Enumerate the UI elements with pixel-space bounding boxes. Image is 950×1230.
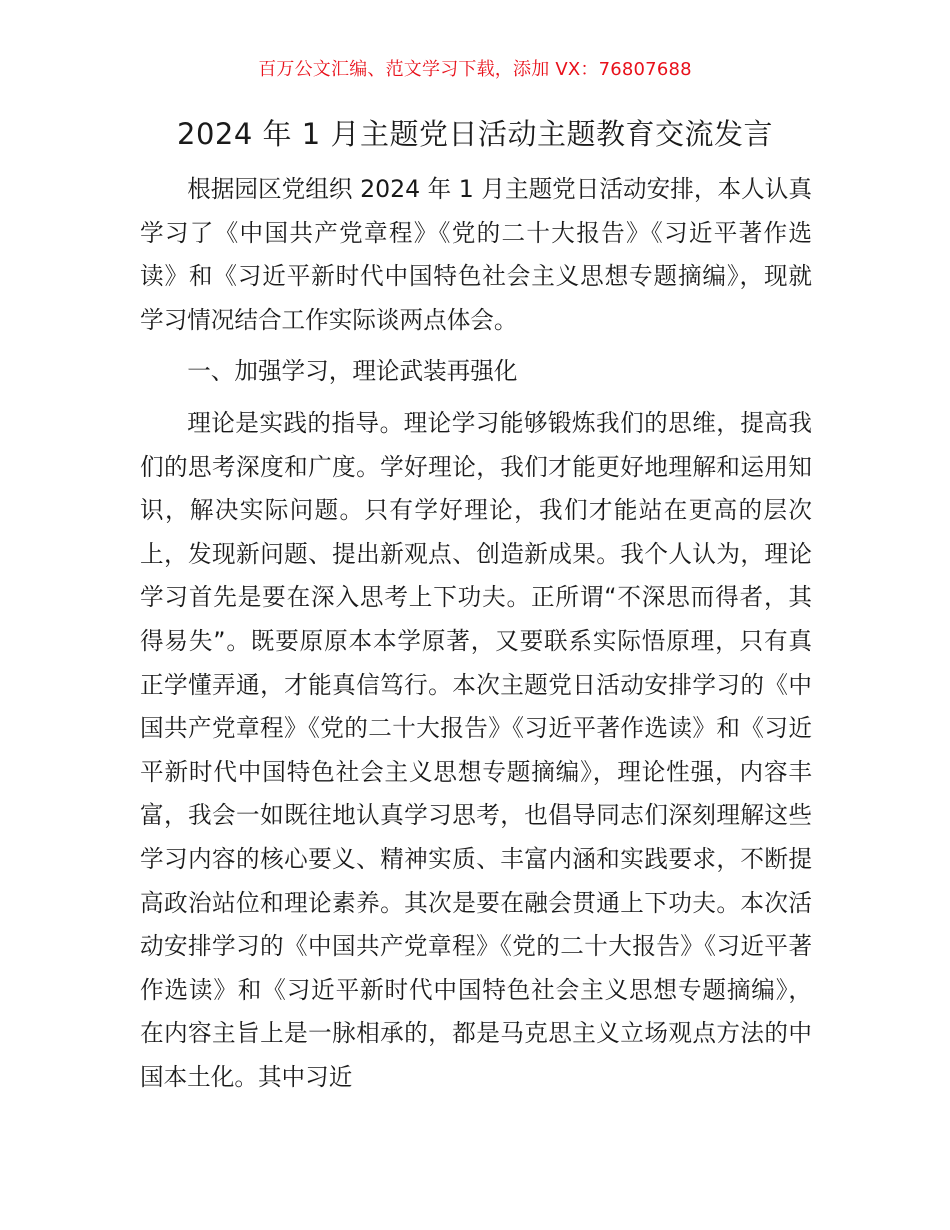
document-body bbox=[140, 168, 812, 1099]
section-1-paragraph: 理论是实践的指导。理论学习能够锻炼我们的思维，提高我们的思考深度和广度。学好理论，我们才能更好地理解和运用知识，解决实际问题。只有学好理论，我们才能站在更高的层次上，发现新问题、提出新观点、创造新成果。我个人认为，理论学习首先是要在深入思考上下功夫。正所谓“不深思而得者，其得易失”。既要原原本本学原著，又要联系实际悟原理，只有真正学懂弄通，才能真信笃行。本次主题党日活动安排学习的《中国共产党章程》《党的二十大报告》《习近平著作选读》和《习近平新时代中国特色社会主义思想专题摘编》，理论性强，内容丰富，我会一如既往地认真学习思考，也倡导同志们深刻理解这些学习内容的核心要义、精神实质、丰富内涵和实践要求，不断提高政治站位和理论素养。其次是要在融会贯通上下功夫。本次活动安排学习的《中国共产党章程》《党的二十大报告》《习近平著作选读》和《习近平新时代中国特色社会主义思想专题摘编》，在内容主旨上是一脉相承的，都是马克思主义立场观点方法的中国本土化。其中习近 bbox=[140, 408, 812, 1091]
section-1-heading: 一、加强学习，理论武装再强化 bbox=[187, 357, 518, 386]
header-watermark-note: 百万公文汇编、范文学习下载，添加 VX：76807688 bbox=[258, 59, 692, 80]
document-title: 2024 年 1 月主题党日活动主题教育交流发言 bbox=[177, 117, 773, 151]
intro-paragraph: 根据园区党组织 2024 年 1 月主题党日活动安排，本人认真学习了《中国共产党章程》《党的二十大报告》《习近平著作选读》和《习近平新时代中国特色社会主义思想专题摘编》，现就学习情况结合工作实际谈两点体会。 bbox=[140, 175, 812, 334]
